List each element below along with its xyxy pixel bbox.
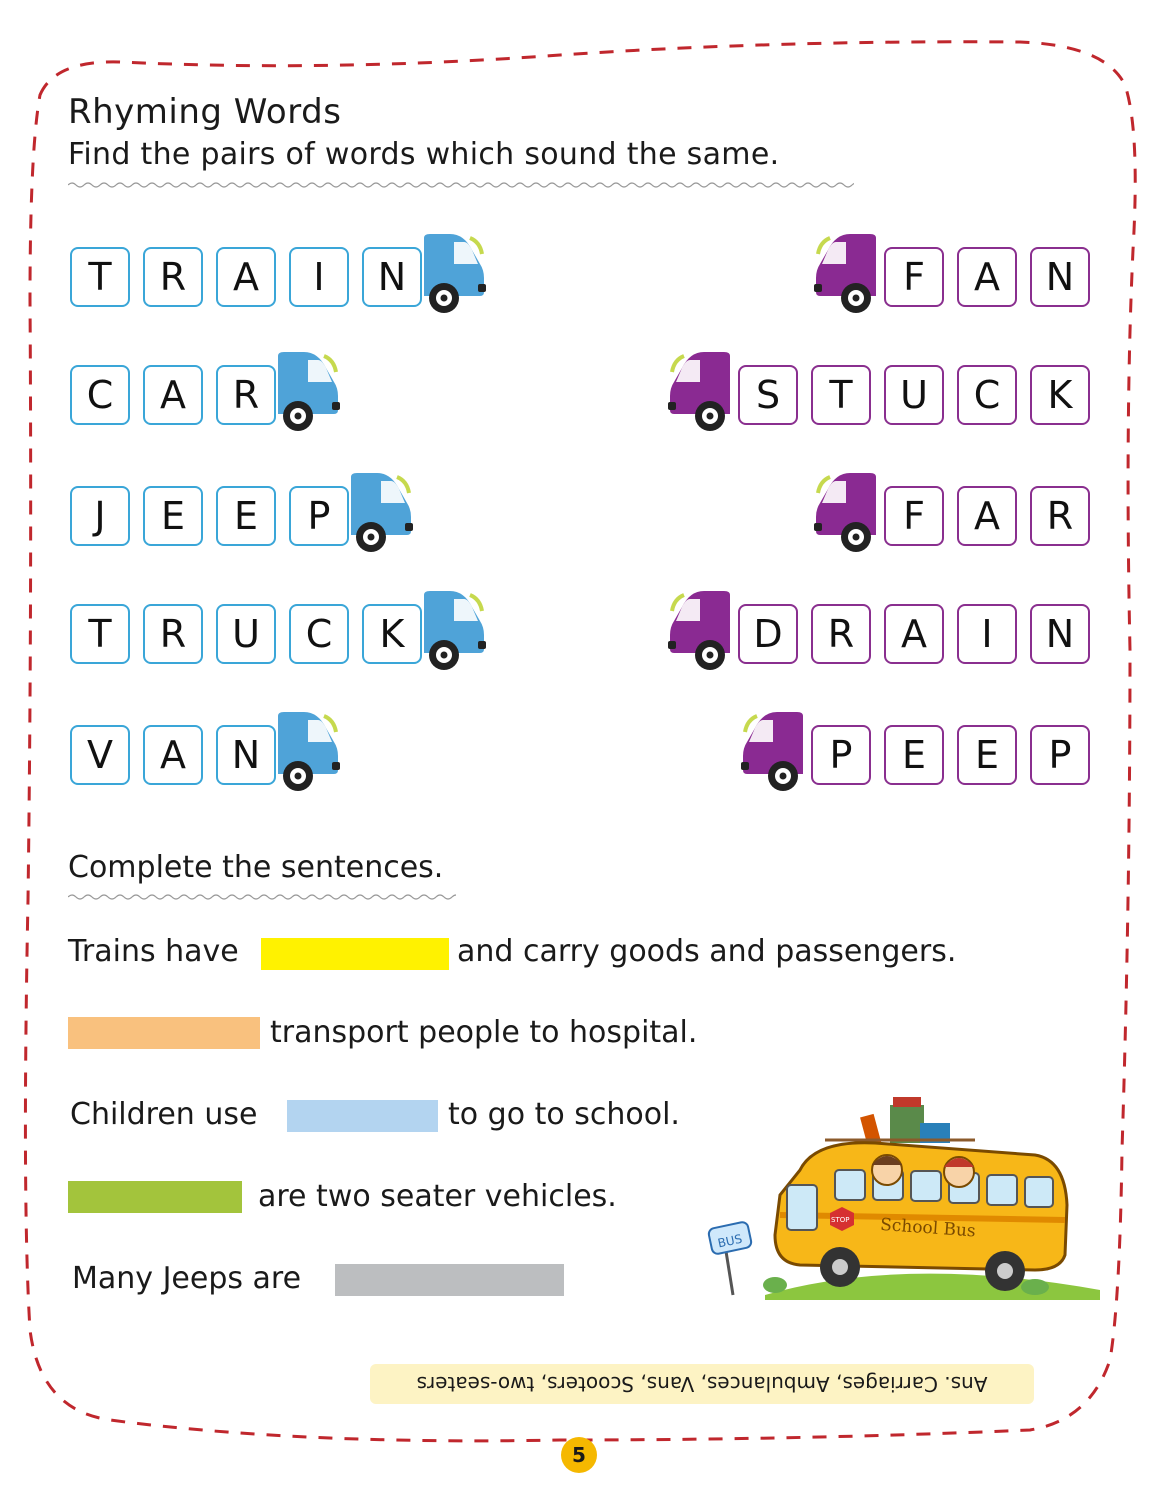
letter-tile: C [957, 365, 1017, 425]
sentence-3-end: to go to school. [448, 1097, 680, 1132]
blue-truck-icon [274, 710, 340, 794]
left-word-row [70, 477, 413, 555]
school-bus-illustration [705, 1095, 1105, 1300]
letter-tile: C [289, 604, 349, 664]
letter-tile: K [362, 604, 422, 664]
sentence-5-start: Many Jeeps are [72, 1261, 302, 1296]
blue-truck-icon [274, 350, 340, 434]
blue-truck-icon [420, 589, 486, 673]
right-word-row [814, 238, 1090, 316]
letter-tile: A [143, 365, 203, 425]
answer-key-text: Ans. Carriages, Ambulances, Vans, Scooters, two-seaters [416, 1372, 988, 1396]
letter-tile: A [216, 247, 276, 307]
letter-tile: E [884, 725, 944, 785]
purple-truck-icon [814, 232, 880, 316]
wavy-divider [68, 892, 456, 902]
letter-tile: I [957, 604, 1017, 664]
letter-tile: A [143, 725, 203, 785]
bus-label: School Bus [879, 1214, 977, 1242]
wavy-divider [68, 180, 854, 190]
page-title: Rhyming Words [68, 92, 342, 132]
letter-tile: U [884, 365, 944, 425]
letter-tile: E [957, 725, 1017, 785]
answer-key-box [370, 1364, 1034, 1404]
answer-blank-4[interactable] [68, 1181, 242, 1213]
right-word-row [668, 356, 1090, 434]
left-word-row [70, 595, 486, 673]
sentence-2-end: transport people to hospital. [270, 1015, 698, 1050]
answer-blank-1[interactable] [261, 938, 449, 970]
blue-truck-icon [420, 232, 486, 316]
sentence-1-start: Trains have [68, 934, 239, 969]
letter-tile: R [143, 247, 203, 307]
answer-blank-2[interactable] [68, 1017, 260, 1049]
stop-sign-text: STOP [831, 1216, 850, 1224]
purple-truck-icon [668, 589, 734, 673]
letter-tile: P [811, 725, 871, 785]
letter-tile: R [1030, 486, 1090, 546]
purple-truck-icon [668, 350, 734, 434]
letter-tile: F [884, 486, 944, 546]
letter-tile: N [216, 725, 276, 785]
letter-tile: T [70, 604, 130, 664]
letter-tile: S [738, 365, 798, 425]
letter-tile: A [884, 604, 944, 664]
letter-tile: P [1030, 725, 1090, 785]
sentence-1-end: and carry goods and passengers. [457, 934, 957, 969]
letter-tile: E [216, 486, 276, 546]
right-word-row [814, 477, 1090, 555]
instruction-text: Find the pairs of words which sound the same. [68, 137, 780, 172]
letter-tile: C [70, 365, 130, 425]
right-word-row [668, 595, 1090, 673]
letter-tile: A [957, 247, 1017, 307]
sentence-3-start: Children use [70, 1097, 258, 1132]
letter-tile: P [289, 486, 349, 546]
letter-tile: V [70, 725, 130, 785]
letter-tile: R [811, 604, 871, 664]
letter-tile: I [289, 247, 349, 307]
blue-truck-icon [347, 471, 413, 555]
letter-tile: A [957, 486, 1017, 546]
letter-tile: F [884, 247, 944, 307]
sentence-4-end: are two seater vehicles. [258, 1179, 617, 1214]
letter-tile: E [143, 486, 203, 546]
letter-tile: D [738, 604, 798, 664]
section-title: Complete the sentences. [68, 850, 444, 885]
letter-tile: U [216, 604, 276, 664]
letter-tile: K [1030, 365, 1090, 425]
letter-tile: N [1030, 247, 1090, 307]
page-number: 5 [561, 1437, 597, 1473]
right-word-row [741, 716, 1090, 794]
letter-tile: R [143, 604, 203, 664]
letter-tile: R [216, 365, 276, 425]
purple-truck-icon [814, 471, 880, 555]
answer-blank-3[interactable] [287, 1100, 438, 1132]
purple-truck-icon [741, 710, 807, 794]
bus-sign-text: BUS [716, 1231, 744, 1251]
letter-tile: J [70, 486, 130, 546]
letter-tile: T [811, 365, 871, 425]
left-word-row [70, 238, 486, 316]
answer-blank-5[interactable] [335, 1264, 564, 1296]
letter-tile: N [362, 247, 422, 307]
letter-tile: T [70, 247, 130, 307]
left-word-row [70, 356, 340, 434]
letter-tile: N [1030, 604, 1090, 664]
left-word-row [70, 716, 340, 794]
